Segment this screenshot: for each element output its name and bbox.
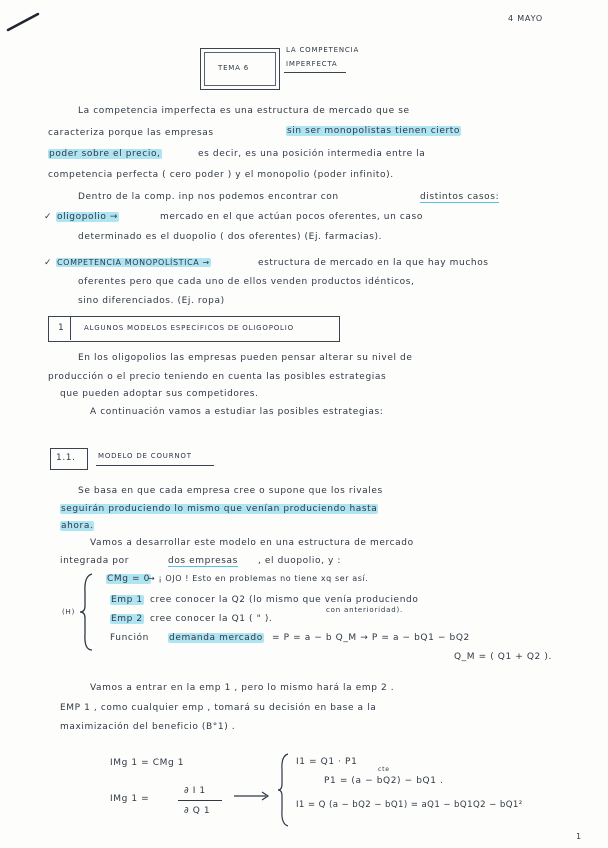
intro-line-5b: distintos casos: — [420, 192, 500, 202]
date-label: 4 MAYO — [508, 14, 543, 23]
section-1-p2: producción o el precio teniendo en cuenta las posibles estrategias — [48, 372, 387, 382]
oligopolio-term: oligopolio → — [57, 212, 119, 222]
intro-line-7: determinado es el duopolio ( dos oferentes) (Ej. farmacias). — [78, 232, 383, 242]
intro-line-2a: caracteriza porque las empresas — [48, 128, 214, 138]
competencia-monopolistica-term: COMPETENCIA MONOPOLÍSTICA → — [57, 258, 210, 267]
hypothesis-brace — [78, 572, 98, 652]
formula-r2-cte: cte — [378, 766, 390, 773]
section-1-p4: A continuación vamos a estudiar las posibles estrategias: — [90, 407, 384, 417]
h2-text-cont: con anterioridad). — [326, 606, 404, 614]
formula-derivative-num: ∂ I 1 — [184, 786, 206, 796]
section-1-1-p5a: integrada por — [60, 556, 130, 566]
h1-cmg: CMg = 0 — [107, 574, 150, 584]
intro-line-2b: sin ser monopolistas tienen cierto — [287, 126, 461, 136]
formula-r1: I1 = Q1 · P1 — [296, 757, 358, 767]
check-mark-2: ✓ — [44, 258, 53, 268]
intro-line-1: La competencia imperfecta es una estructura de mercado que se — [78, 106, 410, 116]
intro-line-9: oferentes pero que cada uno de ellos venden productos idénticos, — [78, 277, 415, 287]
section-1-p1: En los oligopolios las empresas pueden pensar alterar su nivel de — [78, 353, 413, 363]
h1-note: → ¡ OJO ! Esto en problemas no tiene xq ser así. — [148, 574, 369, 583]
title-underline — [284, 72, 346, 73]
section-1-1-p3: ahora. — [61, 521, 94, 531]
section-1-title: ALGUNOS MODELOS ESPECÍFICOS DE OLIGOPOLIO — [84, 324, 294, 332]
intro-line-5a: Dentro de la comp. inp nos podemos encontrar con — [78, 192, 339, 202]
h4-demanda-mercado: demanda mercado — [169, 633, 263, 643]
section-1-1-p6: Vamos a entrar en la emp 1 , pero lo mismo hará la emp 2 . — [90, 683, 395, 693]
intro-line-10: sino diferenciados. (Ej. ropa) — [78, 296, 225, 306]
intro-line-4: competencia perfecta ( cero poder ) y el monopolio (poder infinito). — [48, 170, 394, 180]
intro-line-6b: mercado en el que actúan pocos oferentes, un caso — [160, 212, 423, 222]
intro-line-3b: es decir, es una posición intermedia entre la — [198, 149, 426, 159]
formula-derivative-den: ∂ Q 1 — [184, 806, 211, 816]
formula-fraction-bar — [178, 800, 222, 801]
h3-emp2: Emp 2 — [111, 614, 143, 624]
page-title-line1: LA COMPETENCIA — [286, 46, 360, 54]
formula-r2: P1 = (a − bQ2) − bQ1 . — [324, 776, 444, 786]
arrow-icon — [232, 790, 272, 802]
h5-formula: Q_M = ( Q1 + Q2 ). — [454, 652, 552, 662]
page-title-line2: IMPERFECTA — [286, 60, 338, 68]
h4-formula: = P = a − b Q_M → P = a − bQ1 − bQ2 — [272, 633, 470, 643]
h3-text: cree conocer la Q1 ( " ). — [150, 614, 273, 624]
formula-r3: I1 = Q (a − bQ2 − bQ1) = aQ1 − bQ1Q2 − bQ1² — [296, 800, 523, 810]
section-1-1-title: MODELO DE COURNOT — [98, 452, 192, 460]
page-number: 1 — [576, 832, 582, 841]
intro-line-8b: estructura de mercado en la que hay muchos — [258, 258, 489, 268]
section-1-1-number: 1.1. — [56, 453, 76, 463]
intro-line-3a: poder sobre el precio, — [49, 149, 161, 159]
section-1-1-p1: Se basa en que cada empresa cree o supone que los rivales — [78, 486, 383, 496]
section-1-1-underline — [96, 465, 214, 466]
hypothesis-label: (H) — [62, 608, 76, 616]
section-1-1-p4: Vamos a desarrollar este modelo en una estructura de mercado — [90, 538, 414, 548]
corner-mark — [0, 0, 60, 40]
section-1-1-p5c: , el duopolio, y : — [258, 556, 342, 566]
section-1-1-p2: seguirán produciendo lo mismo que venían produciendo hasta — [61, 504, 378, 514]
formula-brace — [276, 752, 292, 828]
check-mark-1: ✓ — [44, 212, 53, 222]
dos-empresas-term: dos empresas — [168, 556, 238, 566]
section-1-p3: que pueden adoptar sus competidores. — [60, 389, 259, 399]
tema-label: TEMA 6 — [218, 64, 250, 72]
section-1-1-p7: EMP 1 , como cualquier emp , tomará su decisión en base a la — [60, 703, 377, 713]
formula-img-cmg: IMg 1 = CMg 1 — [110, 758, 185, 768]
h2-text: cree conocer la Q2 (lo mismo que venía produciendo — [150, 595, 419, 605]
section-1-number: 1 — [58, 323, 65, 333]
h2-emp1: Emp 1 — [111, 595, 143, 605]
section-1-divider — [70, 316, 71, 340]
section-1-1-p8: maximización del beneficio (B°1) . — [60, 722, 236, 732]
h4-funcion: Función — [110, 633, 149, 643]
formula-img-left: IMg 1 = — [110, 794, 150, 804]
